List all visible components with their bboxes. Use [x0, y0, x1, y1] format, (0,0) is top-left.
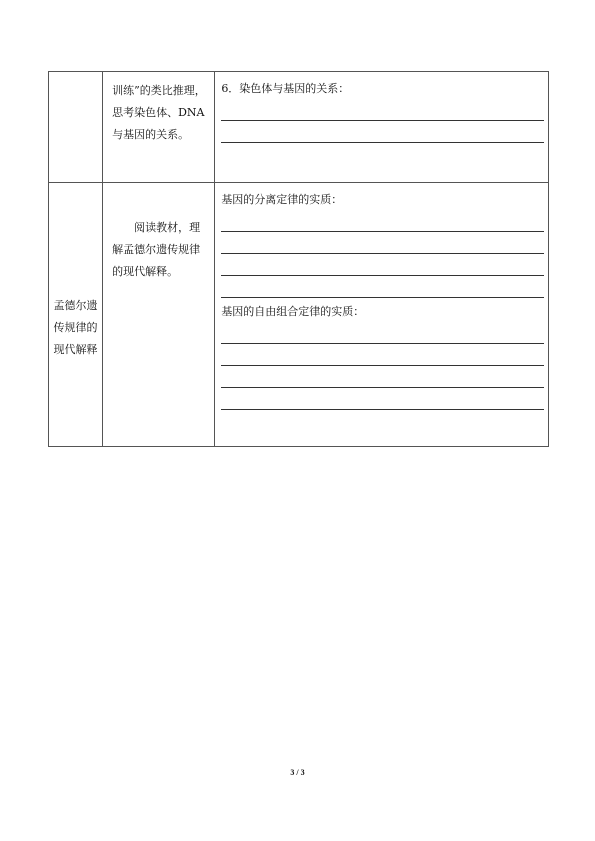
worksheet-table	[48, 71, 549, 447]
answer-line[interactable]	[221, 99, 544, 121]
activity-text: 训练”的类比推理，思考染色体、DNA与基因的关系。	[112, 84, 206, 141]
answer-line[interactable]	[221, 232, 544, 254]
answer-line[interactable]	[221, 388, 544, 410]
content-cell	[215, 183, 549, 447]
answer-line[interactable]	[221, 121, 544, 143]
page-number: 3 / 3	[290, 768, 305, 777]
topic-text: 孟德尔遗传规律的现代解释	[53, 298, 98, 356]
independent-assortment-prompt: 基因的自由组合定律的实质：	[221, 305, 365, 318]
answer-line[interactable]	[221, 366, 544, 388]
answer-line[interactable]	[221, 254, 544, 276]
answer-line[interactable]	[221, 276, 544, 298]
table-row	[49, 72, 549, 183]
chromosome-gene-prompt: 6．染色体与基因的关系：	[221, 82, 350, 95]
answer-line[interactable]	[221, 210, 544, 232]
separation-law-prompt: 基因的分离定律的实质：	[221, 193, 343, 206]
activity-cell	[103, 72, 215, 183]
topic-cell	[49, 183, 103, 447]
answer-line[interactable]	[221, 322, 544, 344]
table-row	[49, 183, 549, 447]
topic-cell-empty	[49, 72, 103, 183]
content-cell	[215, 72, 549, 183]
answer-line[interactable]	[221, 344, 544, 366]
activity-text: 阅读教材，理解孟德尔遗传规律的现代解释。	[112, 221, 201, 278]
activity-cell	[103, 183, 215, 447]
